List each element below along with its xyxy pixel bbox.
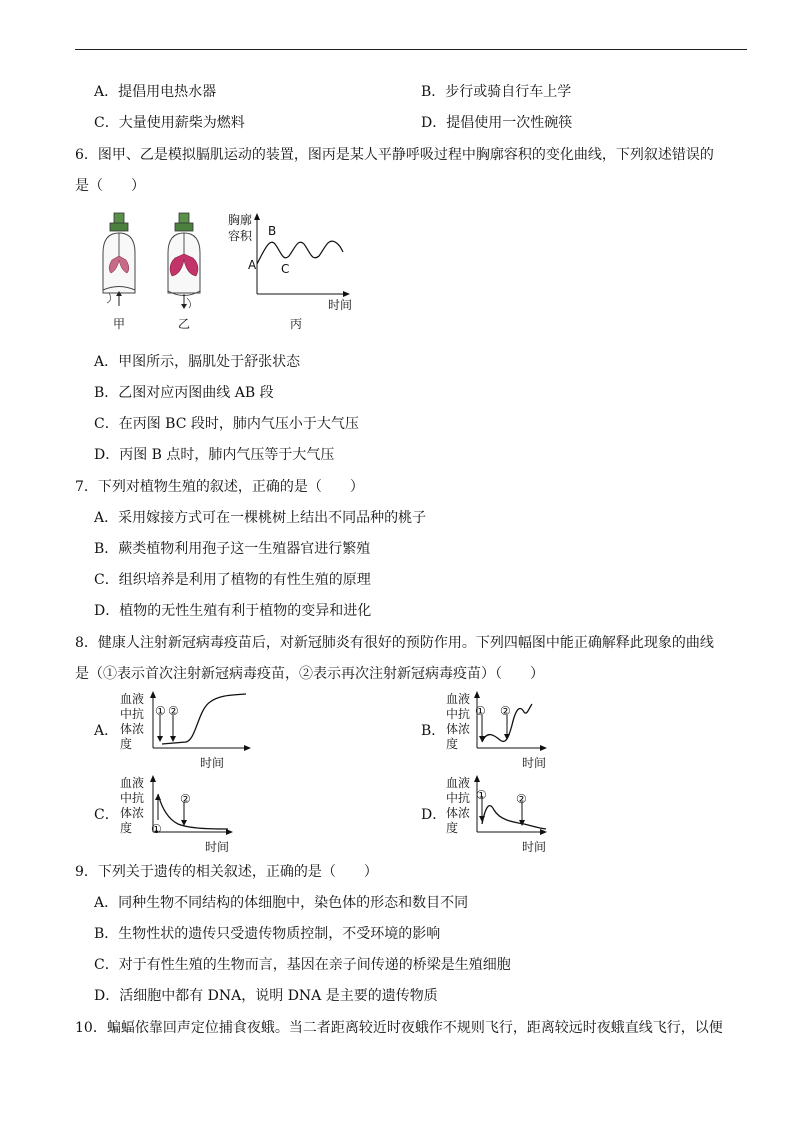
q7-option-a[interactable]: A．采用嫁接方式可在一棵桃树上结出不同品种的桃子 bbox=[94, 510, 427, 526]
q8-stem-line1: 8．健康人注射新冠病毒疫苗后，对新冠肺炎有很好的预防作用。下列四幅图中能正确解释此现象的曲线 bbox=[75, 635, 714, 651]
bell-jar-jia bbox=[103, 213, 135, 306]
q8-a-x-label: 时间 bbox=[200, 756, 225, 770]
q7-option-c[interactable]: C．组织培养是利用了植物的有性生殖的原理 bbox=[94, 572, 371, 588]
q6-caption-bing: 丙 bbox=[290, 317, 303, 331]
q9-stem: 9．下列关于遗传的相关叙述，正确的是（ ） bbox=[75, 864, 378, 880]
q6-y-label-2: 容积 bbox=[228, 229, 253, 243]
q7-option-d[interactable]: D．植物的无性生殖有利于植物的变异和进化 bbox=[94, 603, 372, 619]
q6-point-b: B bbox=[268, 224, 277, 238]
q8-label-c[interactable]: C． bbox=[94, 807, 119, 823]
q8-label-a[interactable]: A． bbox=[94, 723, 119, 739]
q8-c-y-label: 血液 中抗 体浓 度 bbox=[120, 776, 145, 835]
q10-stem: 10．蝙蝠依靠回声定位捕食夜蛾。当二者距离较近时夜蛾作不规则飞行，距离较远时夜蛾直线飞行，以便 bbox=[75, 1020, 723, 1036]
q8-d-mark-2: ② bbox=[516, 792, 527, 806]
q5-option-b[interactable]: B．步行或骑自行车上学 bbox=[421, 84, 572, 100]
q8-a-mark-2: ② bbox=[168, 704, 179, 718]
q6-stem-line2: 是（ ） bbox=[75, 178, 145, 194]
bell-jar-yi bbox=[168, 213, 200, 309]
q8-a-y-label: 血液 中抗 体浓 度 bbox=[120, 692, 145, 751]
q6-caption-yi: 乙 bbox=[178, 317, 191, 331]
q8-graph-a bbox=[148, 690, 258, 755]
q9-option-d[interactable]: D．活细胞中都有 DNA，说明 DNA 是主要的遗传物质 bbox=[94, 988, 438, 1004]
q9-option-a[interactable]: A．同种生物不同结构的体细胞中，染色体的形态和数目不同 bbox=[94, 895, 469, 911]
q7-option-b[interactable]: B．蕨类植物利用孢子这一生殖器官进行繁殖 bbox=[94, 541, 371, 557]
q6-y-label-1: 胸廓 bbox=[228, 213, 253, 227]
q7-stem: 7．下列对植物生殖的叙述，正确的是（ ） bbox=[75, 479, 364, 495]
q8-label-b[interactable]: B． bbox=[421, 723, 446, 739]
q8-b-x-label: 时间 bbox=[522, 756, 547, 770]
q9-option-c[interactable]: C．对于有性生殖的生物而言，基因在亲子间传递的桥梁是生殖细胞 bbox=[94, 957, 511, 973]
q8-b-y-label: 血液 中抗 体浓 度 bbox=[446, 692, 471, 751]
q8-d-y-label: 血液 中抗 体浓 度 bbox=[446, 776, 471, 835]
q8-c-mark-1: ① bbox=[151, 822, 162, 836]
q8-b-mark-2: ② bbox=[500, 704, 511, 718]
q8-b-mark-1: ① bbox=[475, 704, 486, 718]
q6-point-a: A bbox=[248, 258, 257, 272]
q6-x-label: 时间 bbox=[328, 298, 353, 312]
q6-point-c: C bbox=[281, 262, 290, 276]
q8-d-mark-1: ① bbox=[476, 788, 487, 802]
q8-d-x-label: 时间 bbox=[522, 840, 547, 854]
q6-caption-jia: 甲 bbox=[113, 317, 126, 331]
header-rule bbox=[75, 49, 747, 50]
q5-option-a[interactable]: A．提倡用电热水器 bbox=[94, 84, 217, 100]
q8-c-mark-2: ② bbox=[180, 792, 191, 806]
q6-option-d[interactable]: D．丙图 B 点时，肺内气压等于大气压 bbox=[94, 447, 335, 463]
q8-a-mark-1: ① bbox=[155, 704, 166, 718]
q8-c-x-label: 时间 bbox=[205, 840, 230, 854]
q8-graph-b bbox=[472, 690, 552, 755]
q8-stem-line2: 是（①表示首次注射新冠病毒疫苗，②表示再次注射新冠病毒疫苗）（ ） bbox=[75, 666, 544, 682]
q6-option-a[interactable]: A．甲图所示，膈肌处于舒张状态 bbox=[94, 354, 301, 370]
q9-option-b[interactable]: B．生物性状的遗传只受遗传物质控制，不受环境的影响 bbox=[94, 926, 441, 942]
q6-stem-line1: 6．图甲、乙是模拟膈肌运动的装置，图丙是某人平静呼吸过程中胸廓容积的变化曲线，下列叙述错误的 bbox=[75, 147, 714, 163]
q6-option-c[interactable]: C．在丙图 BC 段时，肺内气压小于大气压 bbox=[94, 416, 359, 432]
q8-graph-d bbox=[472, 774, 552, 839]
q5-option-d[interactable]: D．提倡使用一次性碗筷 bbox=[421, 115, 573, 131]
q5-option-c[interactable]: C．大量使用薪柴为燃料 bbox=[94, 115, 245, 131]
q8-label-d[interactable]: D． bbox=[421, 807, 447, 823]
q6-option-b[interactable]: B．乙图对应丙图曲线 AB 段 bbox=[94, 385, 274, 401]
